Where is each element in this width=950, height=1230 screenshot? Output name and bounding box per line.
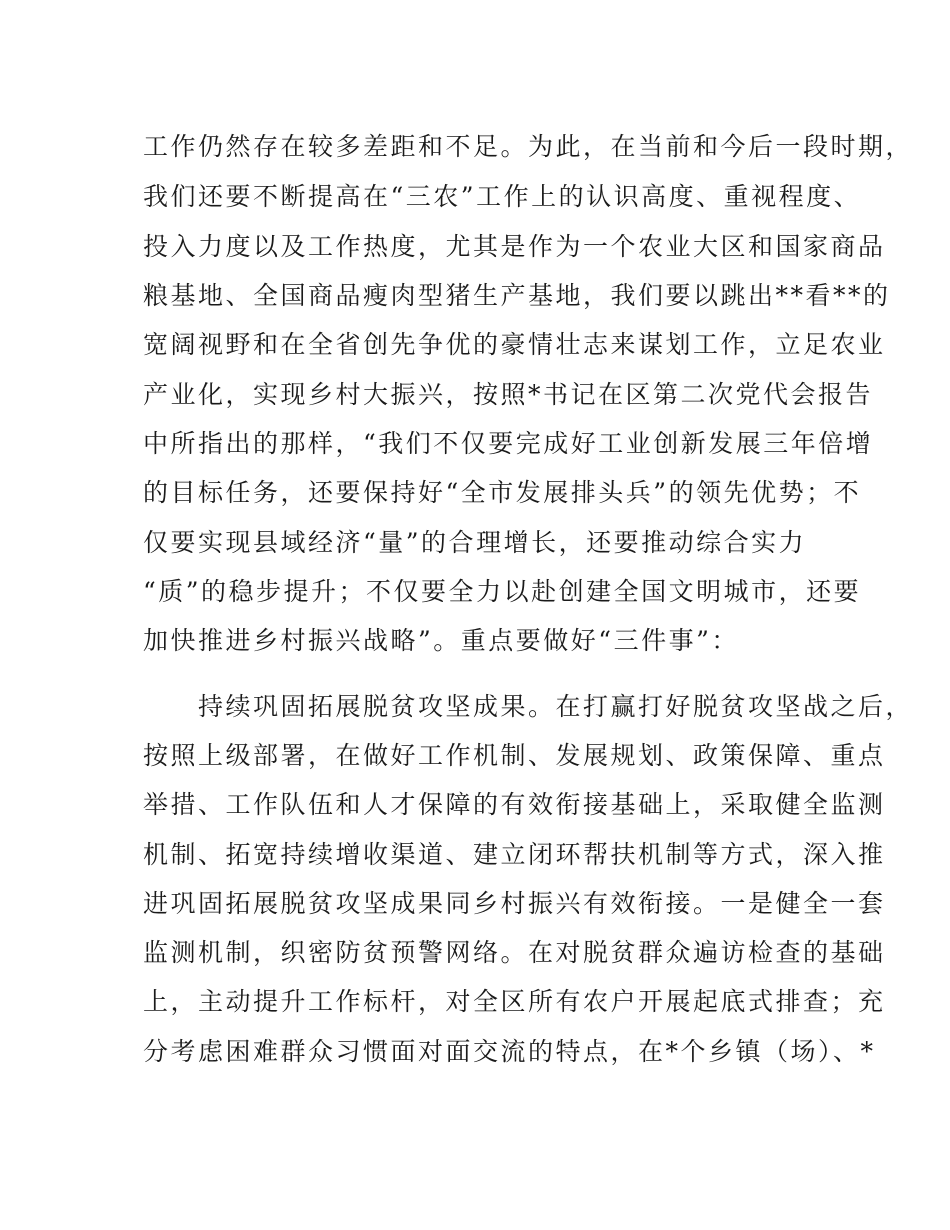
paragraph-1-line-4: 粮基地、全国商品瘦肉型猪生产基地，我们要以跳出**看**的 [143,281,891,310]
paragraph-1-line-7: 中所指出的那样，“我们不仅要完成好工业创新发展三年倍增 [143,429,874,458]
paragraph-1-line-6: 产业化，实现乡村大振兴，按照*书记在区第二次党代会报告 [143,380,874,409]
paragraph-1-line-5: 宽阔视野和在全省创先争优的豪情壮志来谋划工作，立足农业 [143,330,886,359]
paragraph-1-line-9: 仅要实现县域经济“量”的合理增长，还要推动综合实力 [143,528,807,557]
paragraph-1-line-2: 我们还要不断提高在“三农”工作上的认识高度、重视程度、 [143,182,862,211]
paragraph-1-line-1: 工作仍然存在较多差距和不足。为此，在当前和今后一段时期， [143,132,914,161]
paragraph-1-line-3: 投入力度以及工作热度，尤其是作为一个农业大区和国家商品 [143,232,886,261]
paragraph-2-line-7: 上，主动提升工作标杆，对全区所有农户开展起底式排查；充 [143,987,886,1016]
paragraph-2-line-4: 机制、拓宽持续增收渠道、建立闭环帮扶机制等方式，深入推 [143,840,886,869]
paragraph-1-line-11: 加快推进乡村振兴战略”。重点要做好“三件事”： [143,626,739,655]
paragraph-2-line-2: 按照上级部署，在做好工作机制、发展规划、政策保障、重点 [143,741,886,770]
paragraph-2-line-8: 分考虑困难群众习惯面对面交流的特点，在*个乡镇（场）、* [143,1037,876,1066]
paragraph-1-line-8: 的目标任务，还要保持好“全市发展排头兵”的领先优势；不 [143,478,862,507]
paragraph-1-line-10: “质”的稳步提升；不仅要全力以赴创建全国文明城市，还要 [143,577,862,606]
paragraph-2-line-6: 监测机制，织密防贫预警网络。在对脱贫群众遍访检查的基础 [143,938,886,967]
paragraph-2-line-3: 举措、工作队伍和人才保障的有效衔接基础上，采取健全监测 [143,790,886,819]
paragraph-2-line-1: 持续巩固拓展脱贫攻坚成果。在打赢打好脱贫攻坚战之后， [143,692,914,721]
paragraph-2-line-5: 进巩固拓展脱贫攻坚成果同乡村振兴有效衔接。一是健全一套 [143,889,886,918]
